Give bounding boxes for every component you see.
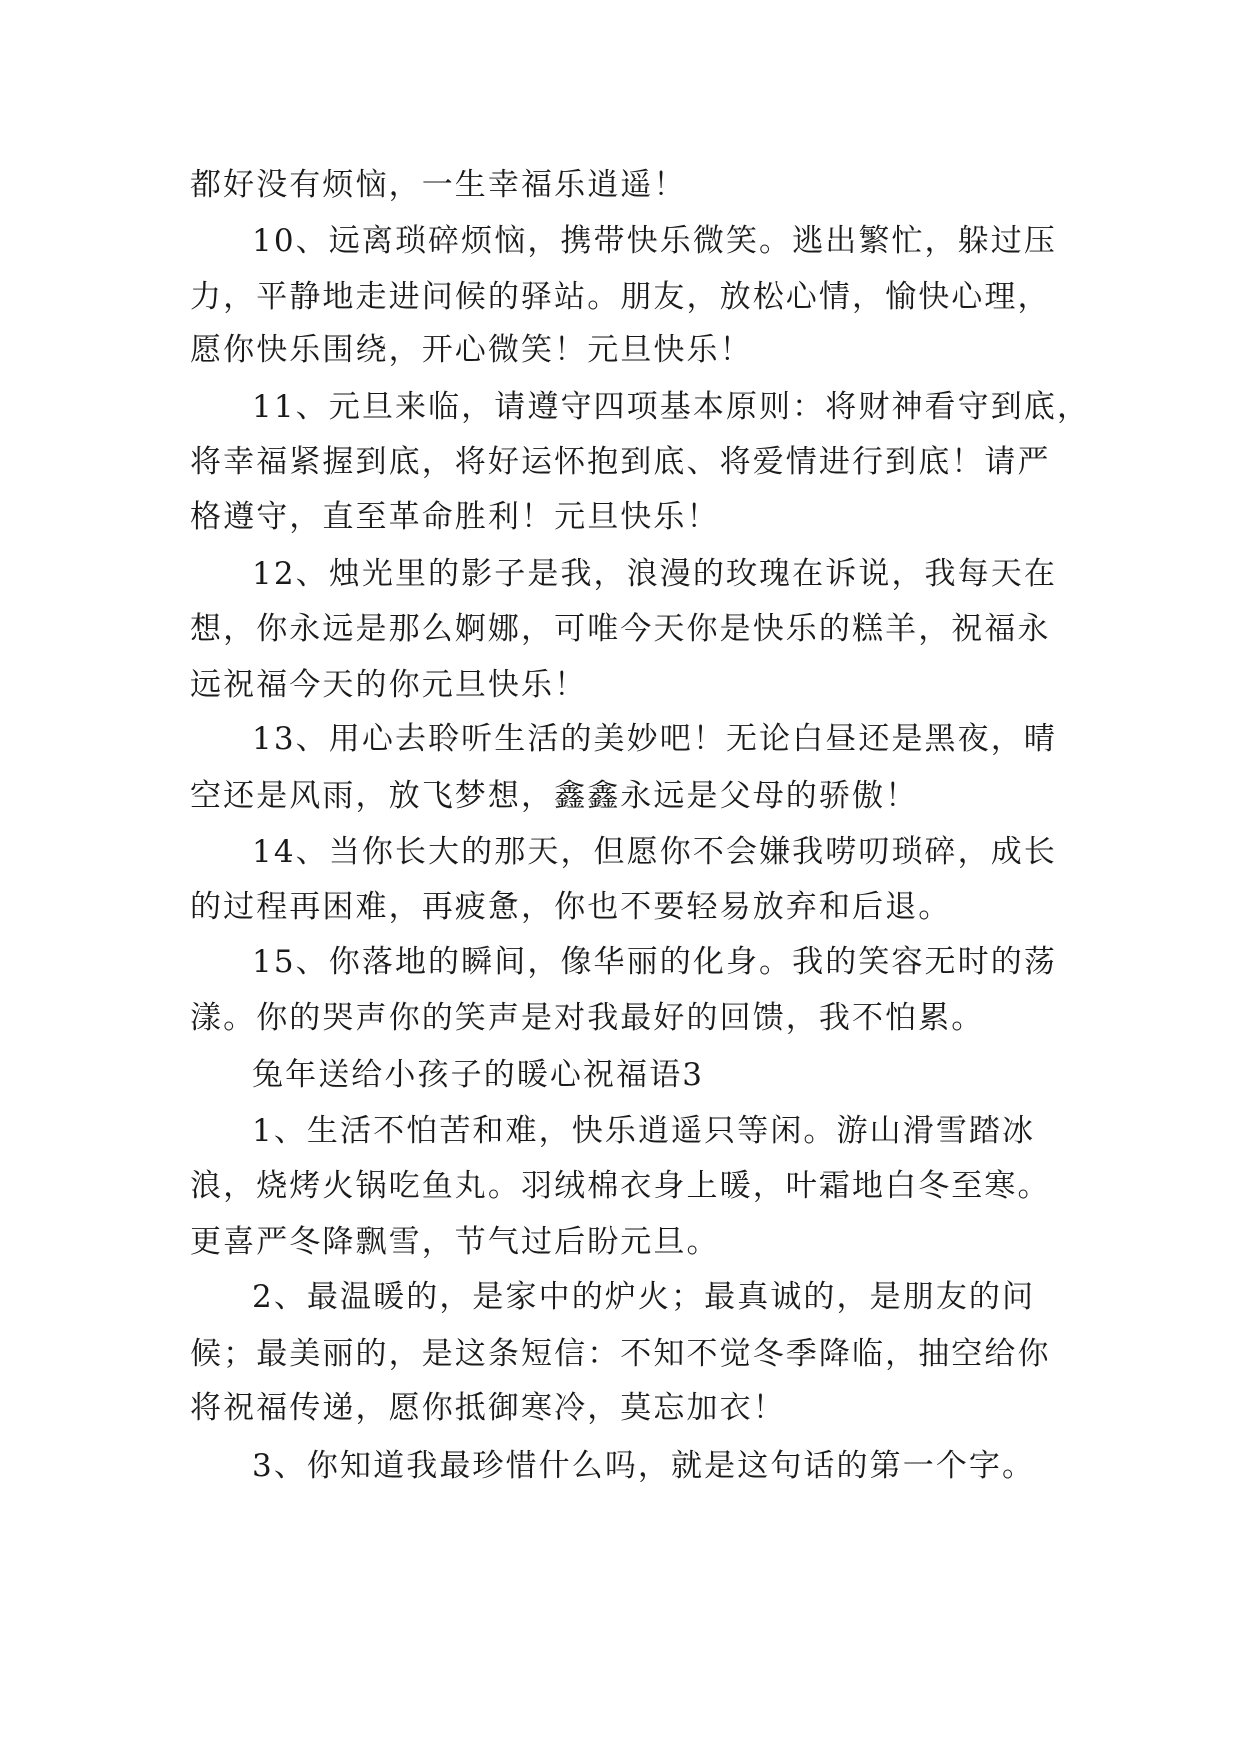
paragraph-first-line: 10、远离琐碎烦恼，携带快乐微笑。逃出繁忙，躲过压 xyxy=(252,223,1057,259)
paragraph-first-line: 12、烛光里的影子是我，浪漫的玫瑰在诉说，我每天在 xyxy=(252,556,1057,592)
paragraph-line: 想，你永远是那么婀娜，可唯今天你是快乐的糕羊，祝福永 xyxy=(190,611,1051,647)
paragraph-line: 漾。你的哭声你的笑声是对我最好的回馈，我不怕累。 xyxy=(190,1000,985,1036)
paragraph-line: 格遵守，直至革命胜利！元旦快乐！ xyxy=(190,499,720,535)
paragraph-first-line: 11、元旦来临，请遵守四项基本原则：将财神看守到底， xyxy=(252,389,1091,425)
paragraph-line: 将祝福传递，愿你抵御寒冷，莫忘加衣！ xyxy=(190,1390,786,1426)
paragraph-first-line: 13、用心去聆听生活的美妙吧！无论白昼还是黑夜，晴 xyxy=(252,721,1057,757)
paragraph-first-line: 兔年送给小孩子的暖心祝福语3 xyxy=(252,1057,705,1093)
paragraph-line: 将幸福紧握到底，将好运怀抱到底、将爱情进行到底！请严 xyxy=(190,444,1051,480)
paragraph-line: 远祝福今天的你元旦快乐！ xyxy=(190,667,588,703)
paragraph-first-line: 14、当你长大的那天，但愿你不会嫌我唠叨琐碎，成长 xyxy=(252,834,1057,870)
paragraph-first-line: 3、你知道我最珍惜什么吗，就是这句话的第一个字。 xyxy=(252,1448,1036,1484)
paragraph-line: 都好没有烦恼，一生幸福乐逍遥！ xyxy=(190,167,687,203)
paragraph-first-line: 2、最温暖的，是家中的炉火；最真诚的，是朋友的问 xyxy=(252,1279,1036,1315)
paragraph-line: 力，平静地走进问候的驿站。朋友，放松心情，愉快心理， xyxy=(190,279,1051,315)
paragraph-line: 的过程再困难，再疲惫，你也不要轻易放弃和后退。 xyxy=(190,889,952,925)
paragraph-line: 浪，烧烤火锅吃鱼丸。羽绒棉衣身上暖，叶霜地白冬至寒。 xyxy=(190,1168,1051,1204)
paragraph-line: 愿你快乐围绕，开心微笑！元旦快乐！ xyxy=(190,332,753,368)
paragraph-line: 更喜严冬降飘雪，节气过后盼元旦。 xyxy=(190,1224,720,1260)
paragraph-line: 候；最美丽的，是这条短信：不知不觉冬季降临，抽空给你 xyxy=(190,1336,1051,1372)
paragraph-first-line: 1、生活不怕苦和难，快乐逍遥只等闲。游山滑雪踏冰 xyxy=(252,1113,1036,1149)
paragraph-first-line: 15、你落地的瞬间，像华丽的化身。我的笑容无时的荡 xyxy=(252,944,1057,980)
paragraph-line: 空还是风雨，放飞梦想，鑫鑫永远是父母的骄傲！ xyxy=(190,778,919,814)
